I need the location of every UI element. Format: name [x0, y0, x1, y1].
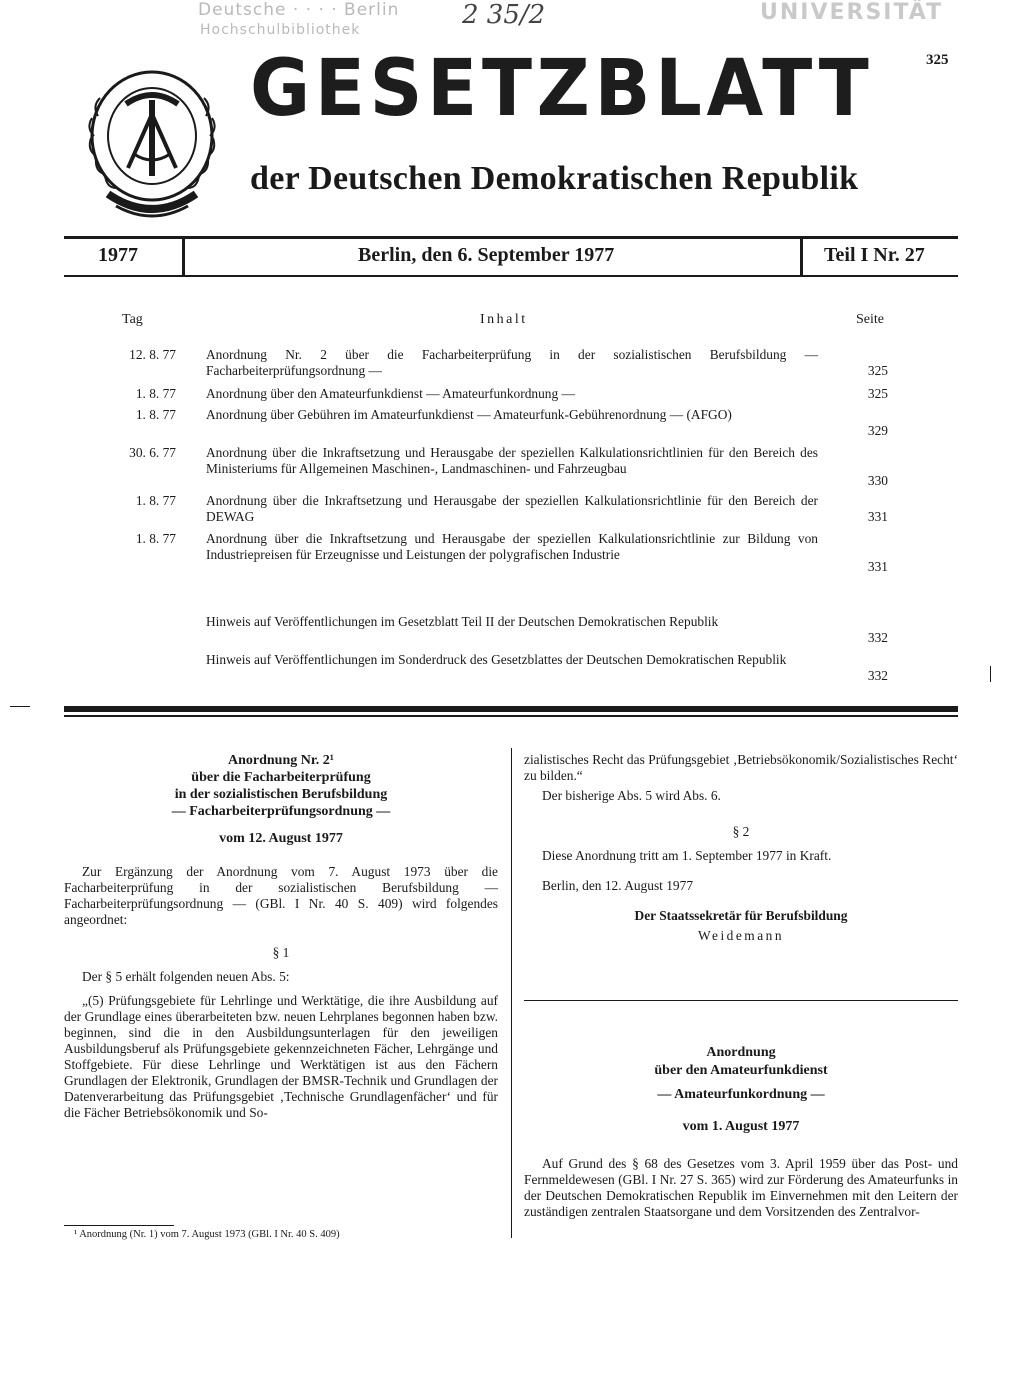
state-emblem-icon — [64, 56, 240, 232]
library-stamp-line2: Hochschulbibliothek — [200, 22, 361, 38]
toc-entry-date: 1. 8. 77 — [135, 531, 176, 546]
header-divider — [182, 238, 185, 276]
article-1-signer-title: Der Staatssekretär für Berufsbildung — [634, 908, 848, 923]
toc-col-content: Inhalt — [480, 312, 528, 327]
toc-entry-date: 12. 8. 77 — [129, 347, 176, 362]
toc-note-page: 332 — [867, 630, 888, 645]
header-divider — [800, 238, 803, 276]
toc-entry-page: 331 — [867, 559, 888, 574]
toc-entry-page: 330 — [867, 473, 888, 488]
toc-entry — [64, 531, 958, 581]
toc-entry-text: Anordnung über Gebühren im Amateurfunkdienst — Amateurfunk-Gebührenordnung — (AFGO) — [206, 407, 732, 422]
article-2-title-line1: Anordnung — [706, 1045, 776, 1060]
page-number: 325 — [926, 52, 949, 68]
header-rule-bottom — [64, 275, 958, 277]
toc-entry-text: Anordnung über die Inkraftsetzung und Herausgabe der speziellen Kalkulationsrichtlinie für den Bereich der DEWAG — [206, 493, 818, 524]
toc-entry — [64, 407, 958, 441]
toc-entry-text: Anordnung Nr. 2 über die Facharbeiterprüfung in der sozialistischen Berufsbildung — Facharbeiterprüfungsordnung — — [206, 347, 818, 378]
masthead-subtitle: der Deutschen Demokratischen Republik — [250, 160, 859, 197]
article-1-signer-name: Weidemann — [697, 928, 785, 943]
toc-note-text: Hinweis auf Veröffentlichungen im Gesetzblatt Teil II der Deutschen Demokratischen Republik — [206, 614, 719, 629]
toc-entry-page: 325 — [867, 363, 888, 378]
toc-entry-page: 325 — [867, 386, 888, 401]
toc-entry-page: 331 — [867, 509, 888, 524]
right-stamp: UNIVERSITÄT — [760, 0, 944, 25]
library-stamp-line1: Deutsche · · · · Berlin — [198, 0, 400, 20]
toc-entry — [64, 386, 958, 404]
toc-entry-date: 1. 8. 77 — [135, 493, 176, 508]
article-separator — [524, 1000, 958, 1001]
issue-part: Teil I Nr. 27 — [824, 244, 925, 266]
section-rule — [64, 706, 958, 712]
article-1-continuation — [524, 752, 958, 944]
masthead-title: GESETZBLATT — [250, 44, 874, 134]
article-1-footnote: ¹ Anordnung (Nr. 1) vom 7. August 1973 (GBl. I Nr. 40 S. 409) — [74, 1229, 340, 1240]
article-1-paragraph-2-heading: § 2 — [732, 824, 750, 839]
article-1-title-line1: Anordnung Nr. 2¹ — [228, 753, 334, 768]
article-1-date: vom 12. August 1977 — [219, 831, 343, 846]
issue-header — [64, 238, 958, 276]
article-2-title-line3: — Amateurfunkordnung — — [657, 1087, 825, 1102]
toc-note — [64, 652, 958, 686]
toc-col-page: Seite — [856, 312, 884, 327]
toc-entry-date: 1. 8. 77 — [135, 407, 176, 422]
toc-col-date: Tag — [122, 312, 143, 327]
section-rule-thin — [64, 715, 958, 717]
toc-entry-text: Anordnung über den Amateurfunkdienst — Amateurfunkordnung — — [206, 386, 575, 401]
toc-entry — [64, 445, 958, 495]
toc-entry-date: 1. 8. 77 — [135, 386, 176, 401]
toc-entry-text: Anordnung über die Inkraftsetzung und Herausgabe der speziellen Kalkulationsrichtlinien für den Bereich des Ministeriums für Allgemeinen Maschinen-, Landmaschinen- und Fahrzeugbau — [206, 445, 818, 476]
article-1-title-line3: in der sozialistischen Berufsbildung — [174, 787, 388, 802]
footnote-rule — [64, 1225, 174, 1226]
margin-mark — [990, 666, 991, 682]
column-divider — [511, 748, 512, 1238]
article-2-date: vom 1. August 1977 — [682, 1119, 800, 1134]
article-1-paragraph-1-text: „(5) Prüfungsgebiete für Lehrlinge und Werktätige, die ihre Ausbildung auf der Grundlage eines überarbeiteten bzw. neuen Lehrplanes begonnen haben bzw. beginnen, sind die in den Ausbildungsunterlagen für den jeweiligen Ausbildungsberuf als Prüfungsgebiete gekennzeichneten Fächer, Lehrgänge und Stoffgebiete. Für diese Lehrlinge und Werktätigen ist aus den Fächern Grundlagen der Elektronik, Grundlagen der BMSR-Technik und Grundlagen der Datenverarbeitung das Prüfungsgebiet ‚Technische Grundlagenfächer‘ und für die Fächer Betriebsökonomik und So- — [64, 993, 498, 1120]
issue-place-date: Berlin, den 6. September 1977 — [358, 244, 615, 266]
article-1-continued-note: Der bisherige Abs. 5 wird Abs. 6. — [542, 788, 721, 803]
toc-note-page: 332 — [867, 668, 888, 683]
issue-year: 1977 — [98, 244, 138, 266]
toc-note-text: Hinweis auf Veröffentlichungen im Sonderdruck des Gesetzblattes der Deutschen Demokratischen Republik — [206, 652, 787, 667]
article-1-title-line2: über die Facharbeiterprüfung — [191, 770, 371, 785]
article-1 — [64, 752, 498, 1121]
article-1-intro: Zur Ergänzung der Anordnung vom 7. August 1973 über die Facharbeiterprüfung in der sozialistischen Berufsbildung — Facharbeiterprüfungsordnung — (GBl. I Nr. 40 S. 409) wird folgendes angeordnet: — [64, 864, 498, 927]
toc-entry — [64, 493, 958, 527]
article-1-place-date: Berlin, den 12. August 1977 — [542, 878, 694, 893]
article-2 — [524, 1044, 958, 1220]
article-2-intro: Auf Grund des § 68 des Gesetzes vom 3. April 1959 über das Post- und Fernmeldewesen (GBl. I Nr. 27 S. 365) wird zur Förderung des Amateurfunks in der Deutschen Demokratischen Republik im Einvernehmen mit den Leitern der zuständigen zentralen Staatsorgane und dem Vorsitzenden des Zentralvor- — [524, 1156, 958, 1219]
toc-note — [64, 614, 958, 648]
article-1-paragraph-1-intro: Der § 5 erhält folgenden neuen Abs. 5: — [82, 969, 290, 984]
article-1-title-line4: — Facharbeiterprüfungsordnung — — [171, 804, 391, 819]
article-2-title-line2: über den Amateurfunkdienst — [654, 1063, 828, 1078]
margin-mark — [10, 706, 30, 707]
toc-entry-date: 30. 6. 77 — [129, 445, 176, 460]
toc-entry — [64, 347, 958, 381]
accession-number: 2 35/2 — [462, 0, 546, 30]
library-stamp — [198, 0, 399, 38]
toc-entry-page: 329 — [867, 423, 888, 438]
article-1-paragraph-2-text: Diese Anordnung tritt am 1. September 1977 in Kraft. — [542, 848, 832, 863]
article-1-continued-text: zialistisches Recht das Prüfungsgebiet ‚Betriebsökonomik/Sozialistisches Recht‘ zu bilden.“ — [524, 752, 958, 783]
toc-entry-text: Anordnung über die Inkraftsetzung und Herausgabe der speziellen Kalkulationsrichtlinie zur Bildung von Industriepreisen für Erzeugnisse und Leistungen der polygrafischen Industrie — [206, 531, 818, 562]
article-1-paragraph-1-heading: § 1 — [272, 945, 290, 960]
